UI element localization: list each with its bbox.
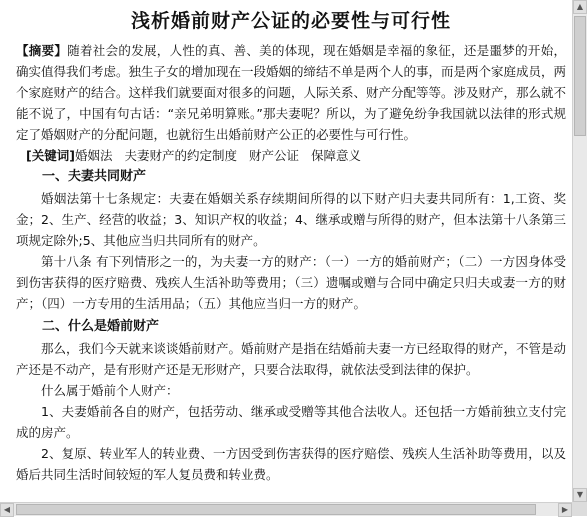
keyword-item: 夫妻财产的约定制度 xyxy=(124,148,237,163)
subheading: 什么属于婚前个人财产： xyxy=(41,383,179,398)
abstract-text: 随着社会的发展，人性的真、善、美的体现，现在婚姻是幸福的象征，还是噩梦的开始，确实值得我们考虑。独生子女的增加现在一段婚姻的缔结不单是两个人的事，而是两个家庭成员，两个家庭财产的结合。这样我们就要面对很多的问题，人际关系、财产分配等等。涉及财产，那么就不能不说了，中国有句古话：“亲兄弟明算账。”那夫妻呢？所以，为了避免纷争我国就以法律的形式规定了婚姻财产的分配问题，也就衍生出婚前财产公正的必要性与可行性。 xyxy=(16,43,567,142)
scrollbar-corner xyxy=(572,502,587,516)
body-paragraph: 那么，我们今天就来谈谈婚前财产。婚前财产是指在结婚前夫妻一方已经取得的财产，不管是动产还是不动产，是有形财产还是无形财产，只要合法取得，就依法受到法律的保护。 xyxy=(16,341,567,377)
scroll-left-icon[interactable]: ◀ xyxy=(0,503,14,517)
list-item: 1、夫妻婚前各自的财产，包括劳动、继承或受赠等其他合法收人。还包括一方婚前独立支付完成的房产。 xyxy=(16,404,566,440)
abstract-paragraph xyxy=(16,40,566,145)
scroll-right-icon[interactable]: ▶ xyxy=(558,503,572,517)
keyword-item: 财产公证 xyxy=(248,148,299,163)
keyword-item: 保障意义 xyxy=(310,148,361,163)
page-title: 浅析婚前财产公证的必要性与可行性 xyxy=(130,10,451,32)
section-heading: 一、夫妻共同财产 xyxy=(42,169,147,184)
body-paragraph: 婚姻法第十七条规定：夫妻在婚姻关系存续期间所得的以下财产归夫妻共同所有：1,工资、奖金；2、生产、经营的收益；3、知识产权的收益；4、继承或赠与所得的财产，但本法第十八条第三项规定除外;5、其他应当归共同所有的财产。 xyxy=(16,191,566,248)
keywords-label: [关键词] xyxy=(26,148,75,163)
scroll-up-icon[interactable]: ▲ xyxy=(573,0,587,14)
vertical-scrollbar[interactable] xyxy=(572,0,587,502)
body-paragraph: 第十八条 有下列情形之一的，为夫妻一方的财产：（一）一方的婚前财产；（二）一方因身体受到伤害获得的医疗赔费、残疾人生活补助等费用；（三）遗嘱或赠与合同中确定只归夫或妻一方的财产；（四）一方专用的生活用品；（五）其他应当归一方的财产。 xyxy=(16,254,566,311)
keywords-line xyxy=(26,145,566,166)
vertical-scroll-thumb[interactable] xyxy=(574,16,586,136)
horizontal-scroll-thumb[interactable] xyxy=(16,504,536,515)
scroll-down-icon[interactable]: ▼ xyxy=(573,488,587,502)
abstract-label: 【摘要】 xyxy=(16,43,68,58)
keyword-item: 婚姻法 xyxy=(74,148,113,163)
list-item: 2、复原、转业军人的转业费、一方因受到伤害获得的医疗赔偿、残疾人生活补助等费用，以及婚后共同生活时间较短的军人复员费和转业费。 xyxy=(16,446,566,482)
horizontal-scrollbar[interactable] xyxy=(0,502,572,516)
section-heading: 二、什么是婚前财产 xyxy=(42,319,160,334)
